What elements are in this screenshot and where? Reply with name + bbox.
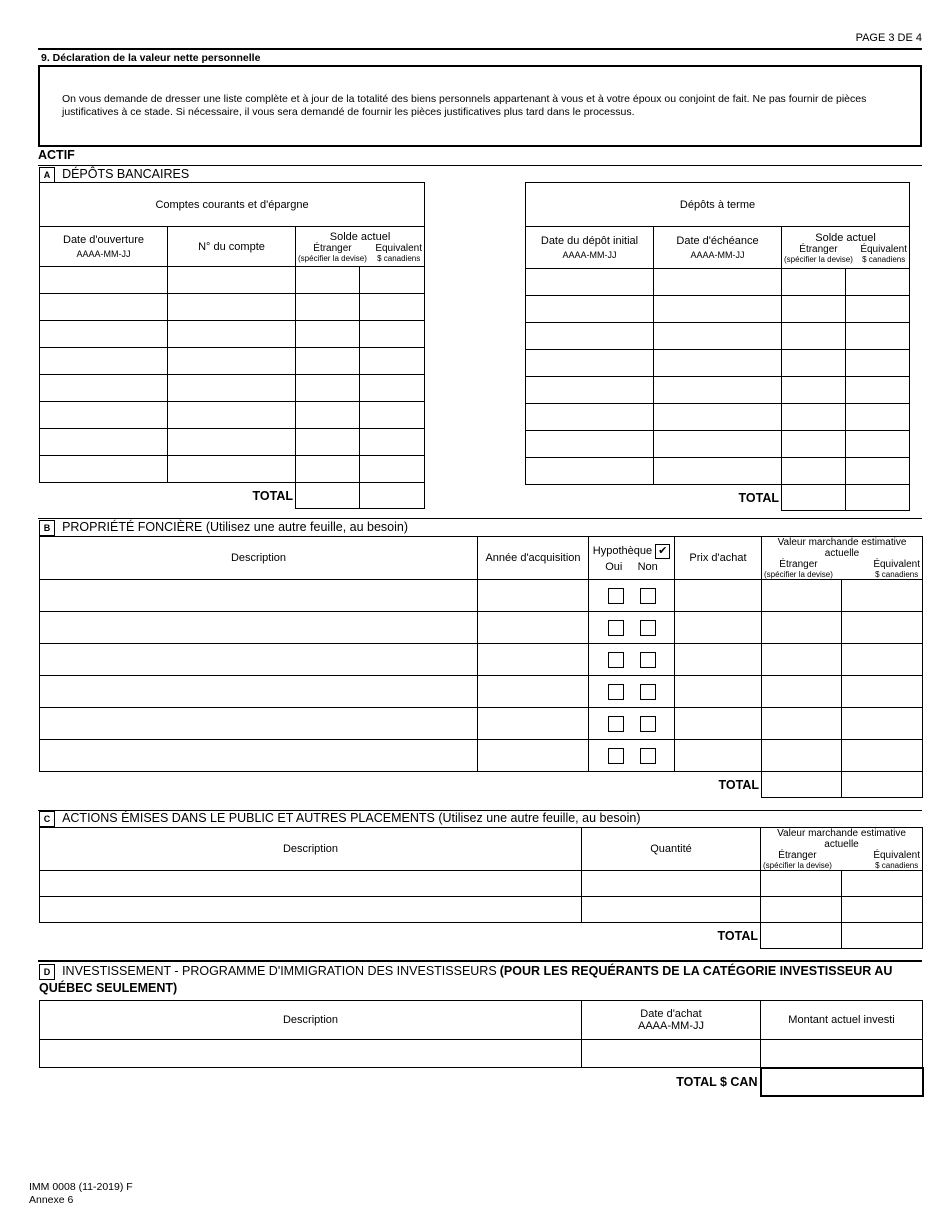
acquisition-year-header: Année d'acquisition	[478, 537, 589, 580]
table-row	[40, 267, 425, 294]
annex-label: Annexe 6	[29, 1194, 74, 1206]
table-row	[40, 612, 923, 644]
investments-table	[39, 827, 923, 949]
description-header: Description	[40, 537, 478, 580]
account-number-header: N° du compte	[168, 227, 296, 267]
section-b-title: PROPRIÉTÉ FONCIÈRE (Utilisez une autre feuille, au besoin)	[62, 520, 409, 534]
table-row	[40, 676, 923, 708]
table-row	[526, 458, 910, 485]
mortgage-no-checkbox[interactable]	[640, 716, 656, 732]
mortgage-no-checkbox[interactable]	[640, 684, 656, 700]
total-label: TOTAL	[718, 777, 759, 792]
quantity-header: Quantité	[582, 828, 761, 871]
description-header: Description	[40, 828, 582, 871]
table-row	[40, 1040, 923, 1068]
term-deposits-table	[525, 182, 910, 511]
checking-savings-title: Comptes courants et d'épargne	[40, 183, 425, 227]
table-row	[526, 377, 910, 404]
mortgage-header: Hypothèque ✔ Oui Non	[589, 537, 675, 580]
total-foreign-field[interactable]	[762, 772, 842, 798]
total-row	[40, 923, 923, 949]
total-row	[40, 772, 923, 798]
table-row	[40, 429, 425, 456]
table-row	[40, 321, 425, 348]
intro-text: On vous demande de dresser une liste complète et à jour de la totalité des biens personnels appartenant à vous et à votre époux ou conjoint de fait. Ne pas fournir de pièces justificatives à ce stade. Si nécessaire, il vous sera demandé de fournir les pièces justificatives plus tard dans le processus.	[62, 93, 867, 118]
table-row	[526, 431, 910, 458]
total-label: TOTAL	[252, 488, 293, 503]
initial-deposit-date-header: Date du dépôt initial AAAA-MM-JJ	[526, 227, 654, 269]
maturity-date-header: Date d'échéance AAAA-MM-JJ	[654, 227, 782, 269]
table-row	[40, 740, 923, 772]
investor-program-table	[39, 1000, 924, 1097]
table-row	[40, 580, 923, 612]
mortgage-yes-checkbox[interactable]	[608, 748, 624, 764]
total-row	[40, 483, 425, 509]
mortgage-yes-checkbox[interactable]	[608, 588, 624, 604]
mortgage-no-checkbox[interactable]	[640, 620, 656, 636]
total-row	[40, 1068, 923, 1096]
table-row	[526, 323, 910, 350]
mortgage-no-checkbox[interactable]	[640, 652, 656, 668]
section-c-letter: C	[39, 811, 55, 827]
section-d-title: INVESTISSEMENT - PROGRAMME D'IMMIGRATION DES INVESTISSEURS	[62, 964, 497, 978]
table-row	[40, 897, 923, 923]
checkmark-icon: ✔	[655, 544, 670, 559]
table-row	[40, 708, 923, 740]
total-can-field[interactable]	[761, 1068, 923, 1096]
market-value-header: Valeur marchande estimative actuelle Étranger (spécifier la devise) Équivalent $ canadiens	[762, 537, 923, 580]
purchase-price-header: Prix d'achat	[675, 537, 762, 580]
total-foreign-field[interactable]	[296, 483, 360, 509]
total-foreign-field[interactable]	[761, 923, 842, 949]
total-equiv-field[interactable]	[846, 485, 910, 511]
table-row	[526, 269, 910, 296]
section-c-title: ACTIONS ÉMISES DANS LE PUBLIC ET AUTRES PLACEMENTS (Utilisez une autre feuille, au besoin)	[62, 811, 641, 825]
mortgage-yes-checkbox[interactable]	[608, 716, 624, 732]
total-label: TOTAL $ CAN	[676, 1074, 758, 1089]
total-foreign-field[interactable]	[782, 485, 846, 511]
table-row	[40, 348, 425, 375]
table-row	[40, 402, 425, 429]
intro-box	[38, 65, 922, 147]
section-d-letter: D	[39, 964, 55, 980]
market-value-header: Valeur marchande estimative actuelle Étranger (spécifier la devise) Équivalent $ canadiens	[761, 828, 923, 871]
table-row	[40, 644, 923, 676]
table-row	[526, 404, 910, 431]
term-deposits-title: Dépôts à terme	[526, 183, 910, 227]
section-b-letter: B	[39, 520, 55, 536]
checking-savings-table	[39, 182, 425, 509]
description-header: Description	[40, 1001, 582, 1040]
total-equiv-field[interactable]	[842, 772, 923, 798]
section-b-header	[39, 520, 408, 536]
page-label: PAGE 3 DE 4	[855, 32, 922, 44]
table-row	[40, 294, 425, 321]
section9-top-rule	[38, 48, 922, 50]
mortgage-no-checkbox[interactable]	[640, 748, 656, 764]
table-row	[526, 350, 910, 377]
table-row	[40, 456, 425, 483]
section-a-title: DÉPÔTS BANCAIRES	[62, 167, 190, 181]
table-row	[40, 375, 425, 402]
mortgage-no-checkbox[interactable]	[640, 588, 656, 604]
footer	[29, 1181, 133, 1207]
purchase-date-header: Date d'achat AAAA-MM-JJ	[582, 1001, 761, 1040]
section-d-title-bold: (POUR LES REQUÉRANTS DE LA CATÉGORIE INVESTISSEUR AU QUÉBEC SEULEMENT)	[39, 964, 893, 996]
balance-header: Solde actuel Étranger (spécifier la devise) Equivalent $ canadiens	[296, 227, 425, 267]
actif-label: ACTIF	[38, 148, 75, 162]
amount-invested-header: Montant actuel investi	[761, 1001, 923, 1040]
mortgage-yes-checkbox[interactable]	[608, 620, 624, 636]
section-d-header	[39, 963, 909, 997]
section-a-letter: A	[39, 167, 55, 183]
section-a-header	[39, 167, 189, 183]
opening-date-header: Date d'ouverture AAAA-MM-JJ	[40, 227, 168, 267]
mortgage-yes-checkbox[interactable]	[608, 652, 624, 668]
section-c-header	[39, 811, 641, 827]
table-row	[40, 871, 923, 897]
total-label: TOTAL	[717, 928, 758, 943]
balance-header: Solde actuel Étranger (spécifier la devise) Équivalent $ canadiens	[782, 227, 910, 269]
total-label: TOTAL	[738, 490, 779, 505]
section9-title: 9. Déclaration de la valeur nette personnelle	[41, 52, 261, 64]
mortgage-yes-checkbox[interactable]	[608, 684, 624, 700]
real-estate-table	[39, 536, 923, 798]
total-equiv-field[interactable]	[842, 923, 923, 949]
form-id: IMM 0008 (11-2019) F	[29, 1181, 133, 1193]
total-equiv-field[interactable]	[360, 483, 425, 509]
total-row	[526, 485, 910, 511]
table-row	[526, 296, 910, 323]
